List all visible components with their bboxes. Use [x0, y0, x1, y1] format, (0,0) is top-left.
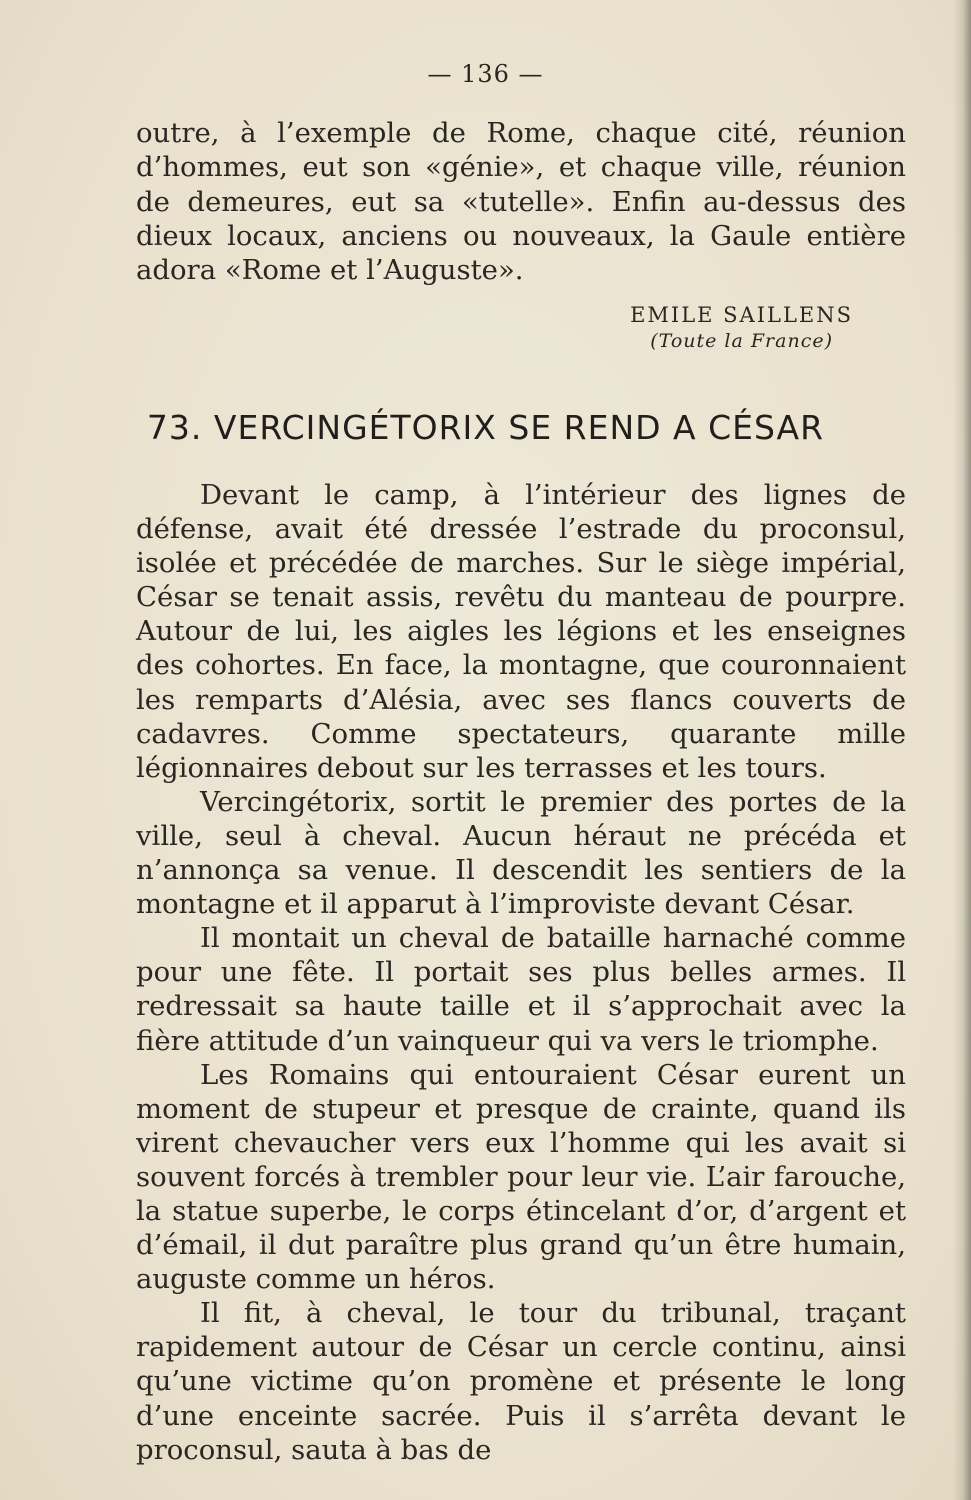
source-citation: (Toute la France): [650, 330, 833, 352]
body-paragraph: Il montait un cheval de bataille harnaché comme pour une fête. Il portait ses plus belles armes. Il redressait sa haute taille et il s’approchait avec la fière attitude d’un vainqueur qui va vers le triomphe.: [136, 922, 906, 1057]
body-paragraph: Il fit, à cheval, le tour du tribunal, traçant rapidement autour de César un cercle continu, ainsi qu’une victime qu’on promène et présente le long d’une enceinte sacrée. Puis il s’arrêta devant le proconsul, sauta à bas de: [136, 1297, 906, 1466]
page-edge-shadow: [953, 0, 971, 1500]
body-paragraph: Vercingétorix, sortit le premier des portes de la ville, seul à cheval. Aucun héraut ne précéda et n’annonça sa venue. Il descendit les sentiers de la montagne et il apparut à l’improviste devant César.: [136, 785, 906, 921]
body-paragraph: Les Romains qui entouraient César eurent un moment de stupeur et presque de crainte, quand ils virent chevaucher vers eux l’homme qui les avait si souvent forcés à trembler pour leur vie. L’air farouche, la statue superbe, le corps étincelant d’or, d’argent et d’émail, il dut paraître plus grand qu’un être humain, auguste comme un héros.: [136, 1058, 906, 1296]
intro-paragraph: outre, à l’exemple de Rome, chaque cité, réunion d’hommes, eut son «génie», et chaque ville, réunion de demeures, eut sa «tutelle». Enfin au-dessus des dieux locaux, anciens ou nouveaux, la Gaule entière adora «Rome et l’Auguste».: [136, 117, 906, 287]
intro-passage: [136, 116, 906, 287]
chapter-title: 73. VERCINGÉTORIX SE REND A CÉSAR: [146, 408, 825, 447]
chapter-body: [136, 478, 906, 1467]
author-signature: EMILE SAILLENS: [630, 303, 853, 327]
body-paragraph: Devant le camp, à l’intérieur des lignes de défense, avait été dressée l’estrade du proconsul, isolée et précédée de marches. Sur le siège impérial, César se tenait assis, revêtu du manteau de pourpre. Autour de lui, les aigles les légions et les enseignes des cohortes. En face, la montagne, que couronnaient les remparts d’Alésia, avec ses flancs couverts de cadavres. Comme spectateurs, quarante mille légionnaires debout sur les terrasses et les tours.: [136, 479, 906, 784]
page-number: — 136 —: [427, 60, 544, 88]
